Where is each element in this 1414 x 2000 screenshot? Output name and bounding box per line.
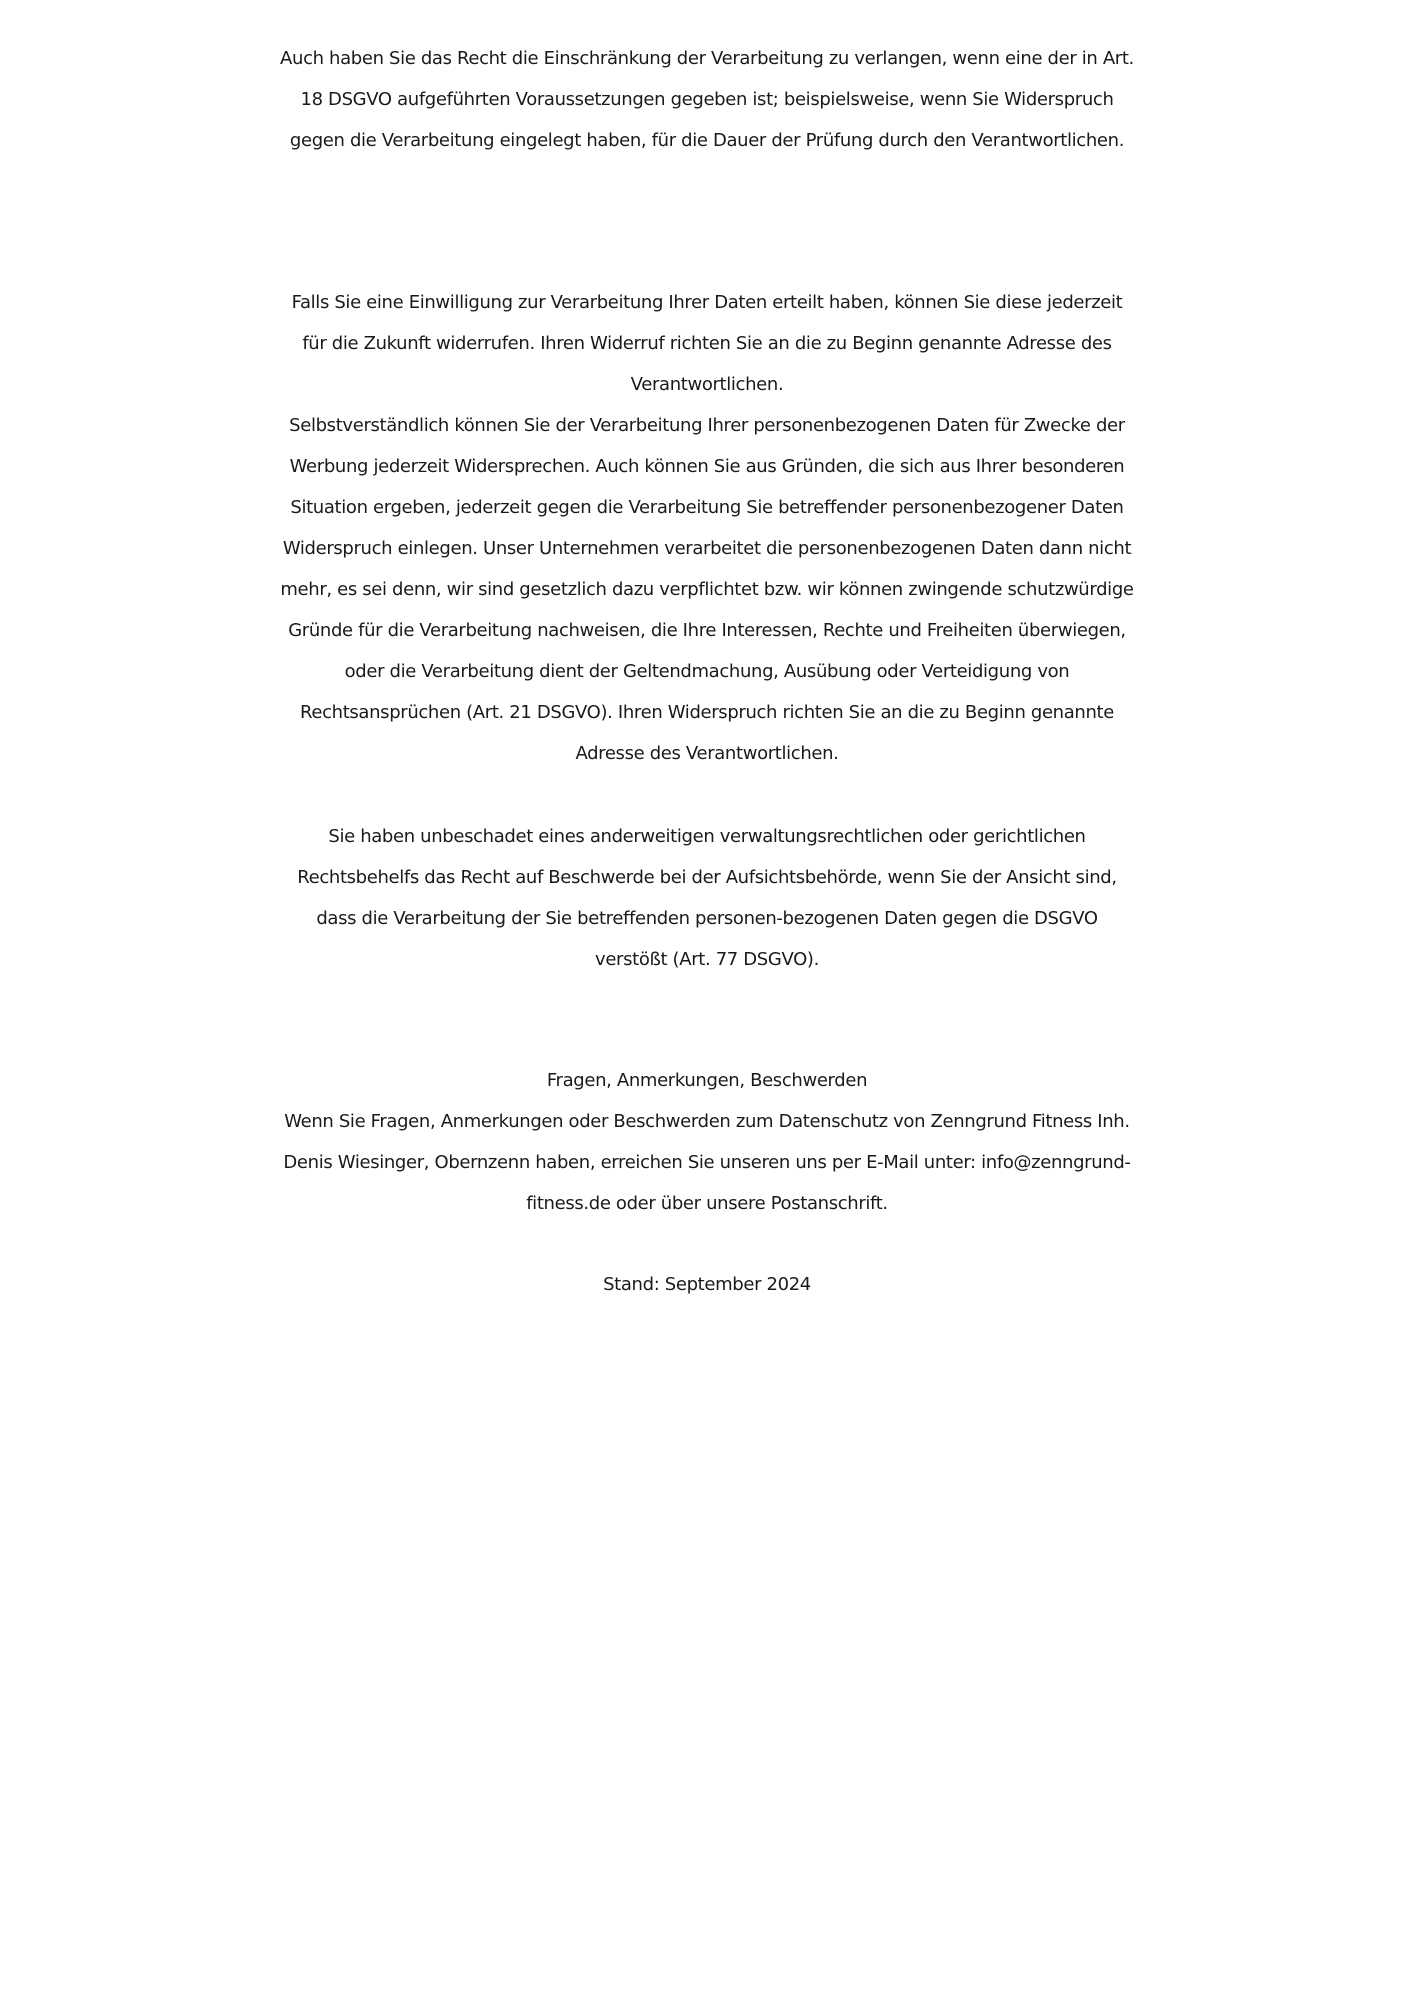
text-line: Verantwortlichen. bbox=[630, 374, 784, 395]
stand-date-text: Stand: September 2024 bbox=[603, 1274, 811, 1295]
text-line: Situation ergeben, jederzeit gegen die Verarbeitung Sie betreffender personenbezogener Daten bbox=[290, 497, 1124, 518]
text-line: mehr, es sei denn, wir sind gesetzlich dazu verpflichtet bzw. wir können zwingende schutzwürdige bbox=[280, 579, 1134, 600]
text-line: Sie haben unbeschadet eines anderweitigen verwaltungsrechtlichen oder gerichtlichen bbox=[328, 826, 1086, 847]
text-line: fitness.de oder über unsere Postanschrift. bbox=[526, 1193, 888, 1214]
text-line: Widerspruch einlegen. Unser Unternehmen verarbeitet die personenbezogenen Daten dann nicht bbox=[282, 538, 1132, 559]
text-line: Werbung jederzeit Widersprechen. Auch können Sie aus Gründen, die sich aus Ihrer besonderen bbox=[289, 456, 1125, 477]
paragraph-consent-and-objection bbox=[0, 282, 1414, 774]
text-line: Selbstverständlich können Sie der Verarbeitung Ihrer personenbezogenen Daten für Zwecke der bbox=[289, 415, 1125, 436]
contact-heading: Fragen, Anmerkungen, Beschwerden bbox=[546, 1070, 868, 1091]
text-line: für die Zukunft widerrufen. Ihren Widerruf richten Sie an die zu Beginn genannte Adresse des bbox=[302, 333, 1112, 354]
text-line: 18 DSGVO aufgeführten Voraussetzungen gegeben ist; beispielsweise, wenn Sie Widerspruch bbox=[300, 89, 1114, 110]
text-line: Wenn Sie Fragen, Anmerkungen oder Beschwerden zum Datenschutz von Zenngrund Fitness Inh. bbox=[284, 1111, 1130, 1132]
text-line: Denis Wiesinger, Obernzenn haben, erreichen Sie unseren uns per E-Mail unter: info@zenngrund- bbox=[283, 1152, 1131, 1173]
text-line: oder die Verarbeitung dient der Geltendmachung, Ausübung oder Verteidigung von bbox=[344, 661, 1070, 682]
text-line: gegen die Verarbeitung eingelegt haben, für die Dauer der Prüfung durch den Verantwortlichen. bbox=[289, 130, 1125, 151]
paragraph-complaint-right bbox=[0, 816, 1414, 980]
text-line: Gründe für die Verarbeitung nachweisen, die Ihre Interessen, Rechte und Freiheiten überwiegen, bbox=[288, 620, 1126, 641]
paragraph-restriction-right bbox=[0, 38, 1414, 161]
text-line: Adresse des Verantwortlichen. bbox=[575, 743, 839, 764]
text-line: Falls Sie eine Einwilligung zur Verarbeitung Ihrer Daten erteilt haben, können Sie diese jederzeit bbox=[291, 292, 1123, 313]
text-line: Rechtsansprüchen (Art. 21 DSGVO). Ihren Widerspruch richten Sie an die zu Beginn genannte bbox=[300, 702, 1114, 723]
text-line: Rechtsbehelfs das Recht auf Beschwerde bei der Aufsichtsbehörde, wenn Sie der Ansicht sind, bbox=[297, 867, 1117, 888]
paragraph-contact bbox=[0, 1060, 1414, 1224]
text-line: Auch haben Sie das Recht die Einschränkung der Verarbeitung zu verlangen, wenn eine der in Art. bbox=[280, 48, 1134, 69]
text-line: dass die Verarbeitung der Sie betreffenden personen-bezogenen Daten gegen die DSGVO bbox=[316, 908, 1098, 929]
text-line: verstößt (Art. 77 DSGVO). bbox=[595, 949, 819, 970]
document-date bbox=[0, 1264, 1414, 1305]
